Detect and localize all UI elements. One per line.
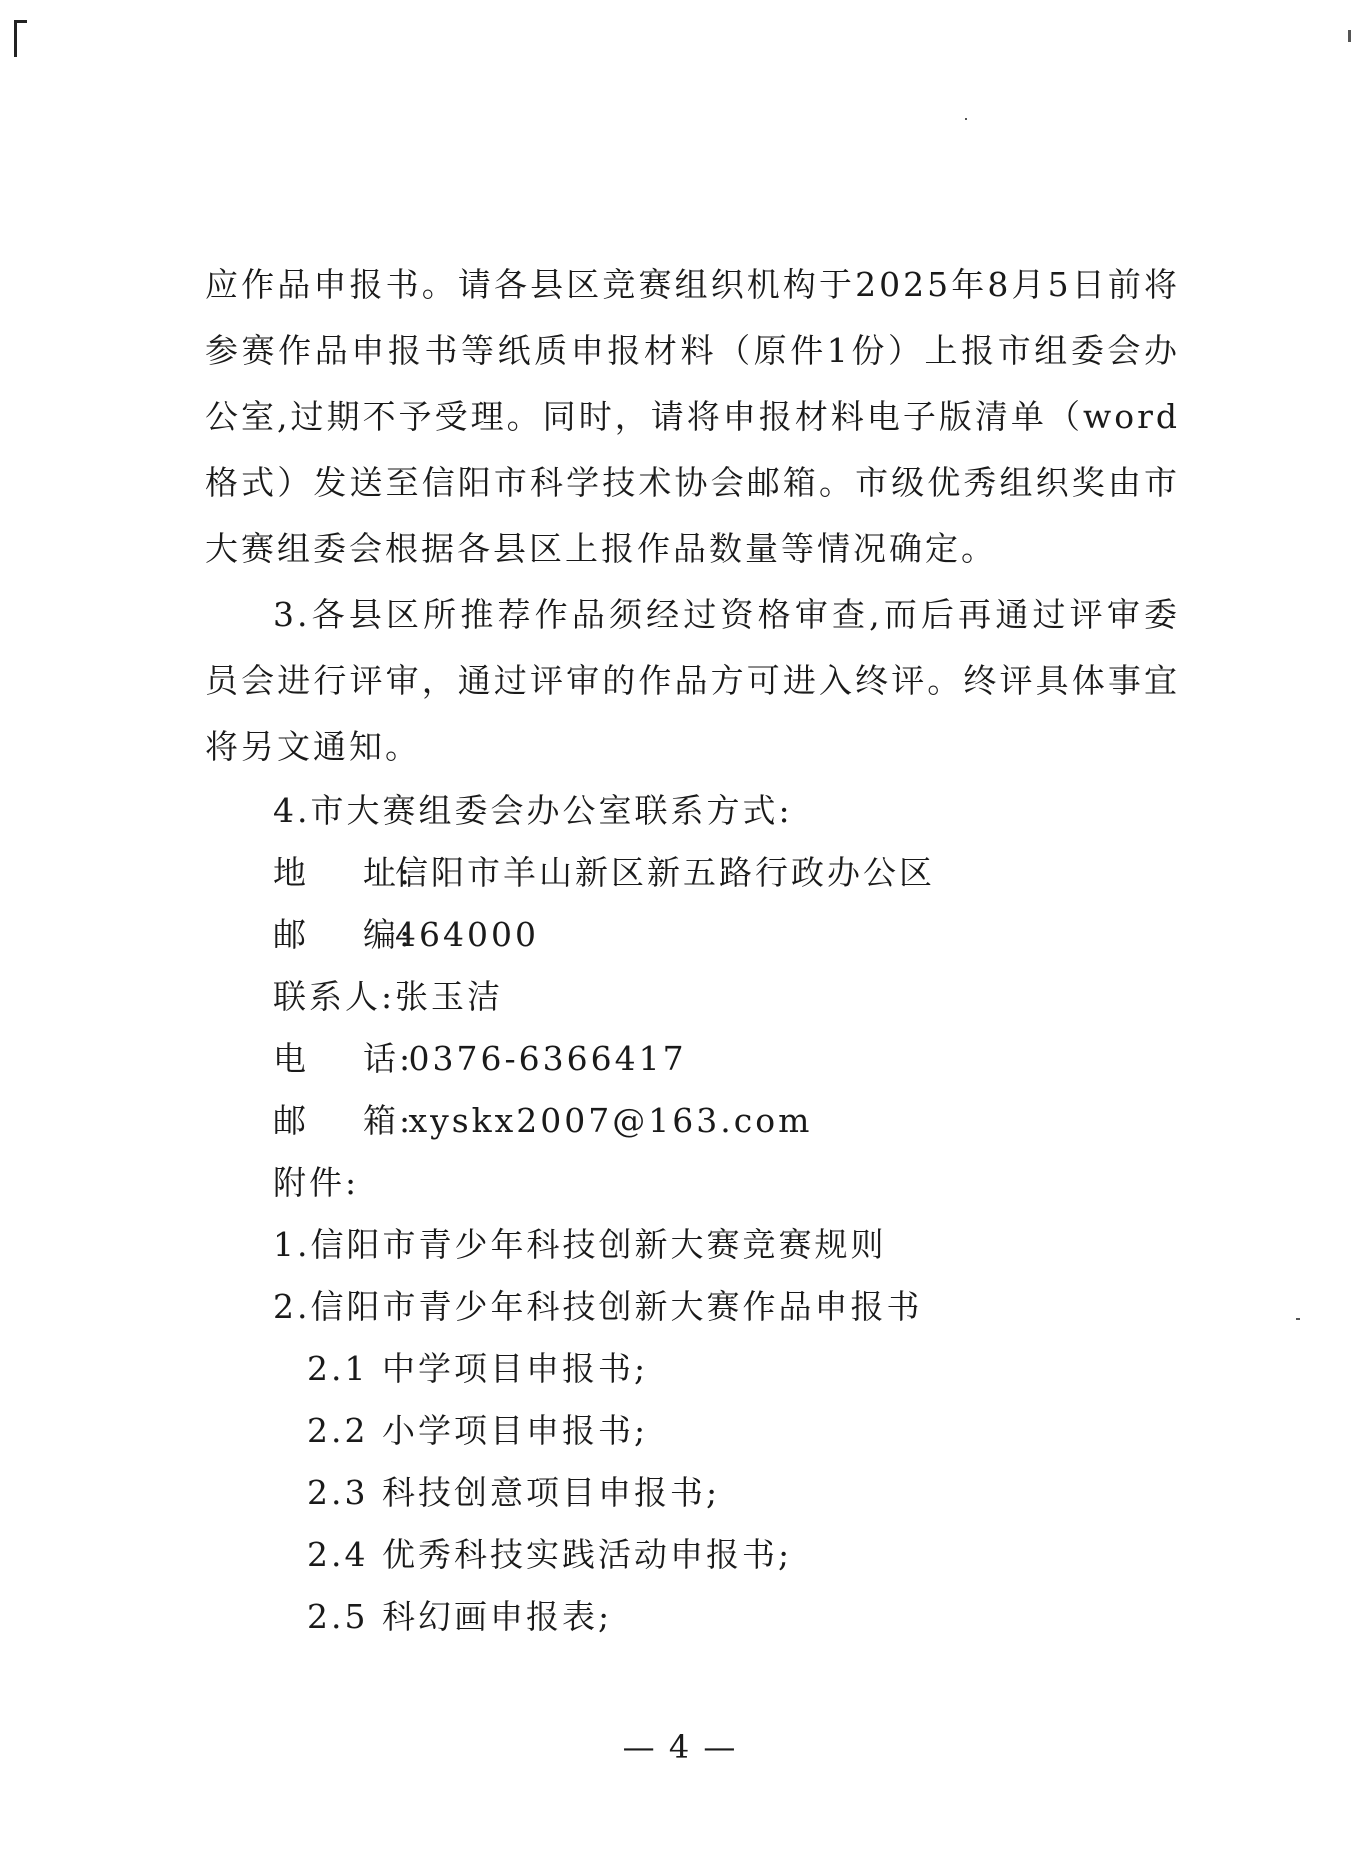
document-body (205, 252, 1180, 1648)
scan-speck (965, 118, 967, 120)
contact-row-email (205, 1090, 1180, 1152)
scan-speck (1296, 1318, 1300, 1320)
attachment-item: 1.信阳市青少年科技创新大赛竞赛规则 (273, 1225, 887, 1264)
contact-row-address (205, 842, 1180, 904)
attachment-subitem: 2.1 中学项目申报书; (307, 1349, 649, 1388)
contact-row-person (205, 966, 1180, 1028)
contact-row-postcode (205, 904, 1180, 966)
contact-label: 电 话: (273, 1039, 414, 1078)
contact-value: 信阳市羊山新区新五路行政办公区 (395, 853, 935, 892)
page-number: — 4 — (622, 1728, 738, 1766)
scan-corner-mark (14, 20, 27, 57)
attachments-heading: 附件: (273, 1163, 360, 1202)
contact-label: 地 址: (273, 853, 414, 892)
contact-value: 张玉洁 (395, 977, 503, 1016)
attachment-subitem: 2.4 优秀科技实践活动申报书; (307, 1535, 793, 1574)
contact-value: 464000 (395, 915, 539, 954)
contact-label: 邮 编: (273, 915, 414, 954)
contact-value: xyskx2007@163.com (395, 1101, 813, 1140)
contact-label: 联系人: (273, 977, 396, 1016)
attachment-subitem: 2.2 小学项目申报书; (307, 1411, 649, 1450)
contact-value: 0376-6366417 (395, 1039, 687, 1078)
attachment-item: 2.信阳市青少年科技创新大赛作品申报书 (273, 1287, 923, 1326)
attachment-subitem: 2.3 科技创意项目申报书; (307, 1473, 721, 1512)
paragraph-review: 3.各县区所推荐作品须经过资格审查,而后再通过评审委员会进行评审，通过评审的作品方可进入终评。终评具体事宜将另文通知。 (205, 595, 1180, 766)
contact-heading: 4.市大赛组委会办公室联系方式: (273, 791, 793, 830)
contact-row-phone (205, 1028, 1180, 1090)
attachments-section (205, 1152, 1180, 1648)
contact-label: 邮 箱: (273, 1101, 414, 1140)
paragraph-submission: 应作品申报书。请各县区竞赛组织机构于2025年8月5日前将参赛作品申报书等纸质申报材料（原件1份）上报市组委会办公室,过期不予受理。同时，请将申报材料电子版清单（word格式）发送至信阳市科学技术协会邮箱。市级优秀组织奖由市大赛组委会根据各县区上报作品数量等情况确定。 (205, 265, 1180, 568)
attachment-subitem: 2.5 科幻画申报表; (307, 1597, 613, 1636)
contact-section (205, 780, 1180, 1152)
scan-speck (1348, 30, 1351, 42)
